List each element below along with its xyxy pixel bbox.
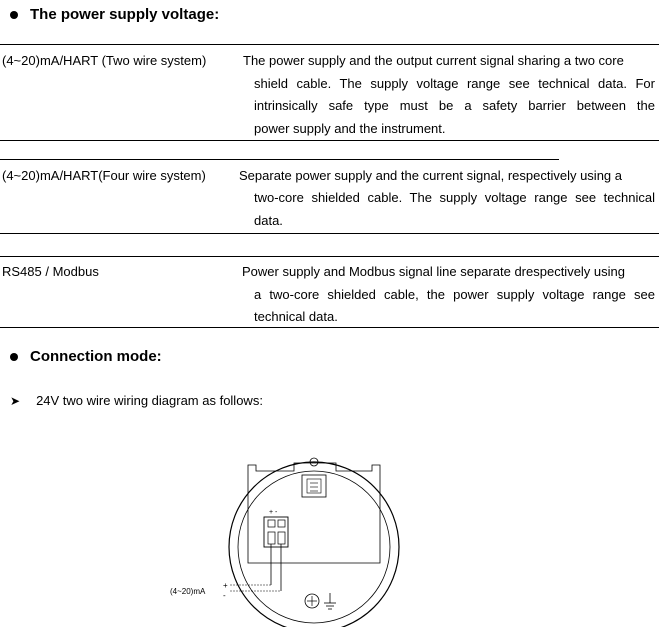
- row-label: (4~20)mA/HART(Four wire system): [2, 168, 206, 183]
- table-rule-3-bottom: [0, 327, 659, 328]
- terminal-polarity-label: + -: [269, 509, 278, 516]
- table-rule-top: [0, 44, 659, 45]
- power-supply-title: The power supply voltage:: [30, 6, 220, 23]
- row-description-line: shield cable. The supply voltage range see technical data. For: [254, 76, 655, 91]
- row-description-line: power supply and the instrument.: [254, 121, 446, 136]
- row-description-first: Separate power supply and the current signal, respectively using a: [239, 168, 622, 183]
- row-description-line: technical data.: [254, 309, 338, 324]
- arrowhead-bullet-icon: ➤: [10, 393, 21, 408]
- housing-inner-ring: [238, 471, 390, 623]
- current-signal-label: (4~20)mA: [170, 587, 206, 596]
- connection-mode-title: Connection mode:: [30, 348, 162, 365]
- wiring-intro: [10, 393, 263, 408]
- row-label: (4~20)mA/HART (Two wire system): [2, 53, 207, 68]
- row-description-line: a two-core shielded cable, the power supply voltage range see: [254, 287, 655, 302]
- table-rule-3-top: [0, 256, 659, 257]
- row-description-first: Power supply and Modbus signal line separate drespectively using: [242, 264, 625, 279]
- bullet-icon: [10, 353, 18, 361]
- row-description-line: data.: [254, 213, 283, 228]
- ground-symbol-icon: [324, 593, 336, 609]
- table-rule-2-top: [0, 159, 559, 160]
- minus-label: -: [223, 591, 226, 600]
- row-description-line: two-core shielded cable. The supply voltage range see technical: [254, 190, 655, 205]
- mounting-board: [248, 463, 380, 563]
- connection-mode-heading: [10, 348, 162, 365]
- plus-label: +: [223, 581, 228, 590]
- bullet-icon: [10, 11, 18, 19]
- row-description-first: The power supply and the output current signal sharing a two core: [243, 53, 624, 68]
- connector-socket: [302, 475, 326, 497]
- wiring-intro-text: 24V two wire wiring diagram as follows:: [36, 393, 263, 408]
- power-supply-heading: [10, 6, 219, 23]
- row-label: RS485 / Modbus: [2, 264, 99, 279]
- table-rule-1-bottom: [0, 140, 659, 141]
- row-description-line: intrinsically safe type must be a safety barrier between the: [254, 98, 655, 113]
- table-rule-2-bottom: [0, 233, 659, 234]
- wiring-diagram: [160, 445, 420, 627]
